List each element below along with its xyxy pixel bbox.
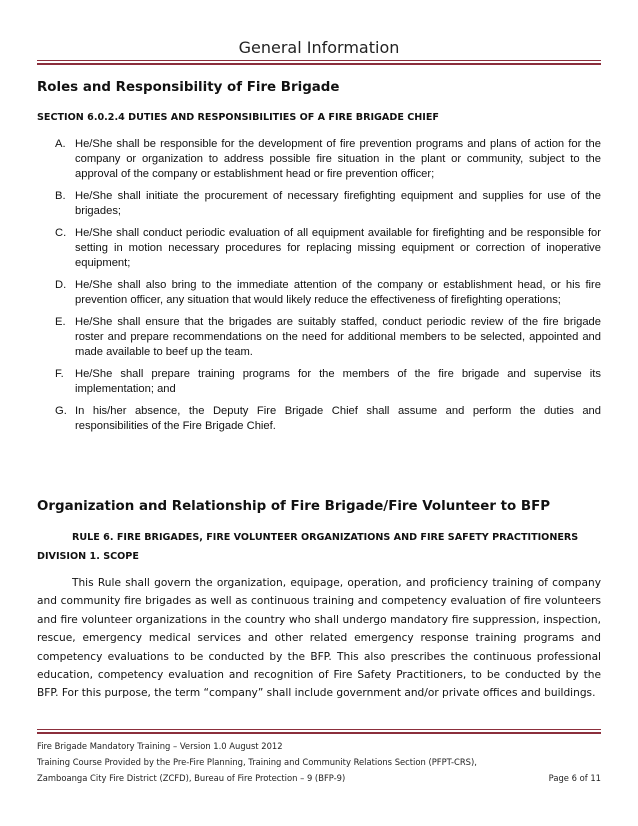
duty-text: He/She shall be responsible for the development of fire prevention programs and plans of action for the company or organization to address possible fire situation in the plant or community, subject to the approval of the company or establishment head or fire prevention officer; <box>75 138 601 180</box>
duty-letter: F. <box>55 368 64 380</box>
duty-item-c <box>55 226 601 271</box>
duty-item-a <box>55 137 601 182</box>
page-footer <box>37 738 601 786</box>
scope-paragraph: This Rule shall govern the organization, equipage, operation, and proficiency training of company and community fire brigades as well as continuous training and competency evaluation of fire volunteers and fire volunteer organizations in the country who shall undergo mandatory fire suppression, inspection, rescue, emergency medical services and other related emergency response training programs and competency evaluations to be conducted by the BFP. This also prescribes the continuous professional education, competency evaluation and recognition of Fire Safety Practitioners, to be conducted by the BFP. For this purpose, the term “company” shall include government and/or private offices and buildings. <box>37 577 601 700</box>
duty-item-e <box>55 315 601 360</box>
header-divider <box>37 60 601 65</box>
footer-divider <box>37 729 601 734</box>
duty-text: He/She shall prepare training programs for the members of the fire brigade and supervise its implementation; and <box>75 368 601 395</box>
duty-letter: C. <box>55 227 67 239</box>
page-number: Page 6 of 11 <box>548 773 601 783</box>
duty-letter: B. <box>55 190 66 202</box>
division-title: DIVISION 1. SCOPE <box>37 551 139 562</box>
footer-row <box>37 770 601 786</box>
duty-item-d <box>55 278 601 308</box>
rule-title: RULE 6. FIRE BRIGADES, FIRE VOLUNTEER ORGANIZATIONS AND FIRE SAFETY PRACTITIONERS <box>72 532 579 543</box>
duty-text: He/She shall initiate the procurement of necessary firefighting equipment and supplies for use of the brigades; <box>75 190 601 217</box>
duty-item-g <box>55 404 601 434</box>
duty-item-f <box>55 367 601 397</box>
duties-list <box>55 137 601 441</box>
duty-item-b <box>55 189 601 219</box>
section-subheading-duties: SECTION 6.0.2.4 DUTIES AND RESPONSIBILITIES OF A FIRE BRIGADE CHIEF <box>37 112 439 123</box>
duty-text: He/She shall ensure that the brigades are suitably staffed, conduct periodic review of the fire brigade roster and prepare recommendations on the need for additional members to be selected, appointed and made available to beef up the team. <box>75 316 601 358</box>
footer-line-2: Training Course Provided by the Pre-Fire Planning, Training and Community Relations Section (PFPT-CRS), <box>37 757 477 767</box>
duty-text: He/She shall also bring to the immediate attention of the company or establishment head, or his fire prevention officer, any situation that would likely reduce the effectiveness of firefighting operations; <box>75 279 601 306</box>
rule-heading <box>37 528 601 566</box>
footer-line-3: Zamboanga City Fire District (ZCFD), Bureau of Fire Protection – 9 (BFP-9) <box>37 773 346 783</box>
duty-letter: A. <box>55 138 66 150</box>
section-heading-roles: Roles and Responsibility of Fire Brigade <box>37 80 340 95</box>
duty-letter: G. <box>55 405 67 417</box>
page-header-title: General Information <box>238 38 400 57</box>
duty-letter: D. <box>55 279 67 291</box>
duty-letter: E. <box>55 316 66 328</box>
section-heading-organization: Organization and Relationship of Fire Brigade/Fire Volunteer to BFP <box>37 499 551 514</box>
duty-text: He/She shall conduct periodic evaluation of all equipment available for firefighting and be responsible for setting in motion necessary procedures for replacing missing equipment or correction of inoperative equipment; <box>75 227 601 269</box>
duty-text: In his/her absence, the Deputy Fire Brigade Chief shall assume and perform the duties and responsibilities of the Fire Brigade Chief. <box>75 405 601 432</box>
footer-line-1: Fire Brigade Mandatory Training – Version 1.0 August 2012 <box>37 741 283 751</box>
